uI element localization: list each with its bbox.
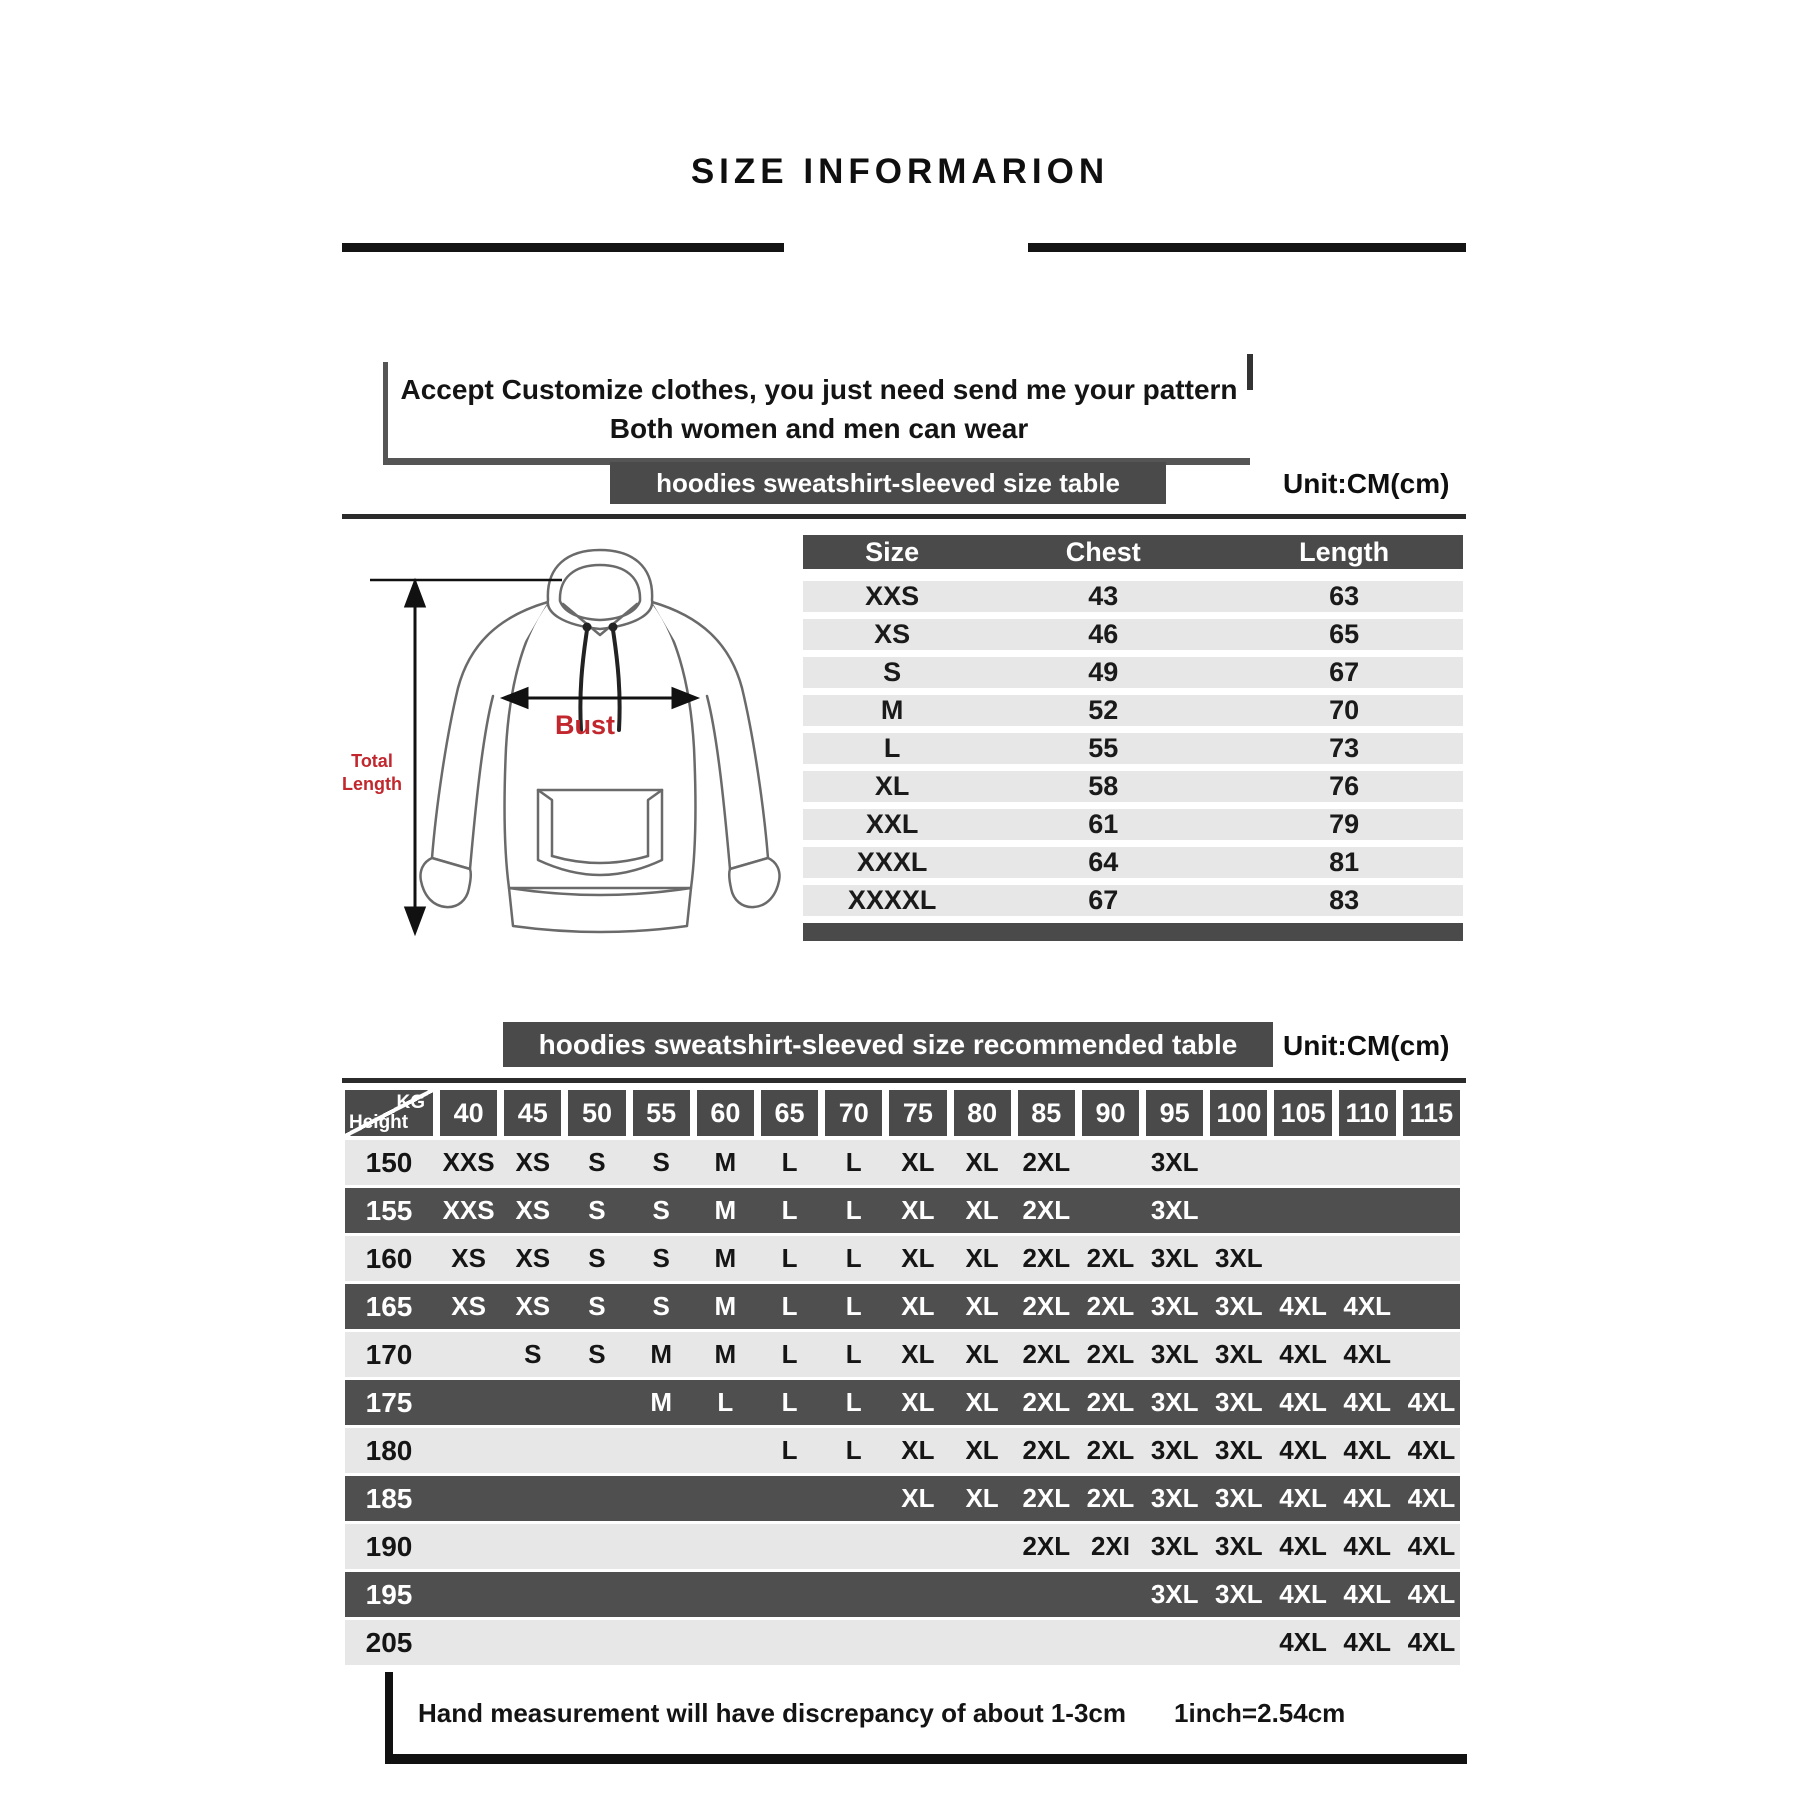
length-value: 65 xyxy=(1329,619,1360,649)
size-recommendation: 2XL xyxy=(1022,1291,1071,1321)
weight-header-cell: 45 xyxy=(504,1090,561,1136)
size-recommendation: 4XL xyxy=(1407,1579,1456,1609)
weight-header-cell: 40 xyxy=(440,1090,497,1136)
weight-header-cell: 115 xyxy=(1403,1090,1460,1136)
size-recommendation: XS xyxy=(451,1243,486,1273)
size-recommendation: XL xyxy=(965,1147,999,1177)
size-table-row xyxy=(803,733,1463,764)
matrix-row xyxy=(345,1236,1460,1281)
size-recommendation: XXS xyxy=(442,1147,495,1177)
height-label: 185 xyxy=(365,1482,413,1514)
size-value: XL xyxy=(874,771,910,801)
length-value: 63 xyxy=(1329,581,1360,611)
size-recommendation: 4XL xyxy=(1343,1435,1392,1465)
size-recommendation: 4XL xyxy=(1279,1435,1327,1465)
size-table-header xyxy=(803,535,1463,569)
size-recommendation: 3XL xyxy=(1215,1483,1263,1513)
size-recommendation: 3XL xyxy=(1150,1291,1199,1321)
height-label: 195 xyxy=(365,1578,413,1610)
size-recommendation: 4XL xyxy=(1343,1339,1392,1369)
size-recommendation: L xyxy=(781,1339,798,1369)
size-value: M xyxy=(880,695,904,725)
note-corner-tick xyxy=(1247,354,1253,390)
size-recommendation: XL xyxy=(901,1243,935,1273)
matrix-row xyxy=(345,1284,1460,1329)
size-recommendation: M xyxy=(650,1339,672,1369)
chest-value: 55 xyxy=(1088,733,1119,763)
size-recommendation: S xyxy=(588,1291,606,1321)
matrix-row xyxy=(345,1428,1460,1473)
size-recommendation: L xyxy=(781,1435,798,1465)
size-table-row xyxy=(803,885,1463,916)
size-recommendation: 3XL xyxy=(1215,1387,1263,1417)
size-recommendation: XL xyxy=(901,1291,935,1321)
chest-value: 58 xyxy=(1088,771,1119,801)
size-table-row xyxy=(803,581,1463,612)
size-recommendation: 3XL xyxy=(1150,1195,1199,1225)
title-divider-right xyxy=(1028,243,1466,252)
size-recommendation: XL xyxy=(965,1483,999,1513)
size-recommendation: XL xyxy=(901,1387,935,1417)
customize-note-box xyxy=(383,362,1250,465)
size-recommendation: 3XL xyxy=(1215,1435,1263,1465)
matrix-row xyxy=(345,1524,1460,1569)
matrix-rows xyxy=(345,1140,1460,1665)
size-recommendation: 2XL xyxy=(1086,1387,1135,1417)
divider-rule-bottom xyxy=(342,1078,1466,1083)
size-table xyxy=(803,535,1463,941)
size-value: XXXL xyxy=(856,847,928,877)
size-recommendation: XL xyxy=(965,1195,999,1225)
customize-note-line1: Accept Customize clothes, you just need send me your pattern xyxy=(400,374,1238,405)
height-label: 190 xyxy=(365,1530,413,1562)
size-recommendation: XL xyxy=(965,1387,999,1417)
length-value: 73 xyxy=(1329,733,1360,763)
size-recommendation: 3XL xyxy=(1215,1531,1263,1561)
kg-label: KG xyxy=(396,1092,425,1113)
size-recommendation: M xyxy=(714,1195,737,1225)
length-value: 81 xyxy=(1329,847,1360,877)
chest-column-header: Chest xyxy=(1065,537,1141,567)
total-length-label xyxy=(330,750,414,796)
size-recommendation: 4XL xyxy=(1343,1627,1392,1657)
weight-header-cell: 105 xyxy=(1274,1090,1331,1136)
size-recommendation: L xyxy=(845,1195,862,1225)
recommended-table-unit: Unit:CM(cm) xyxy=(1283,1030,1450,1061)
weight-header-cell: 110 xyxy=(1339,1090,1396,1136)
matrix-row xyxy=(345,1572,1460,1617)
size-table-footer-bar xyxy=(803,923,1463,941)
inch-conversion: 1inch=2.54cm xyxy=(1174,1697,1346,1728)
matrix-row xyxy=(345,1476,1460,1521)
weight-header-cell: 75 xyxy=(889,1090,946,1136)
size-recommendation: L xyxy=(845,1291,862,1321)
size-recommendation: M xyxy=(650,1387,672,1417)
size-recommendation: 2XL xyxy=(1086,1435,1135,1465)
size-recommendation: L xyxy=(781,1387,798,1417)
weight-header-cell: 90 xyxy=(1082,1090,1139,1136)
size-recommendation: 4XL xyxy=(1279,1627,1327,1657)
hoodie-measurement-figure xyxy=(330,538,800,963)
size-recommendation: 2XL xyxy=(1022,1147,1071,1177)
divider-rule-top xyxy=(342,514,1466,519)
footer-note-box xyxy=(385,1672,1467,1764)
size-recommendation: 2XL xyxy=(1022,1195,1071,1225)
size-recommendation: S xyxy=(524,1339,542,1369)
size-recommendation: 3XL xyxy=(1215,1243,1263,1273)
size-recommendation: L xyxy=(845,1243,862,1273)
size-recommendation: 4XL xyxy=(1407,1483,1456,1513)
chest-value: 64 xyxy=(1088,847,1119,877)
height-label: 165 xyxy=(365,1290,413,1322)
weight-header-cell: 55 xyxy=(633,1090,690,1136)
matrix-row xyxy=(345,1188,1460,1233)
size-recommendation: S xyxy=(588,1147,606,1177)
height-label: 170 xyxy=(365,1338,413,1370)
length-column-header: Length xyxy=(1299,537,1390,567)
height-label: 205 xyxy=(365,1626,413,1658)
size-recommendation: 2XL xyxy=(1022,1483,1071,1513)
size-value: XXL xyxy=(865,809,919,839)
size-table-rows xyxy=(803,581,1463,916)
size-recommendation: XL xyxy=(901,1195,935,1225)
size-recommendation: S xyxy=(588,1195,606,1225)
height-label: 175 xyxy=(365,1386,413,1418)
size-recommendation: 4XL xyxy=(1407,1435,1456,1465)
size-recommendation: 2XI xyxy=(1090,1531,1130,1561)
size-value: XXS xyxy=(865,581,920,611)
length-value: 76 xyxy=(1329,771,1360,801)
size-recommendation: 2XL xyxy=(1086,1483,1135,1513)
kg-height-corner-cell xyxy=(345,1090,433,1136)
chest-value: 67 xyxy=(1088,885,1119,915)
size-recommendation: S xyxy=(652,1195,670,1225)
size-recommendation: 3XL xyxy=(1150,1579,1199,1609)
matrix-row xyxy=(345,1332,1460,1377)
chest-value: 43 xyxy=(1088,581,1119,611)
size-table-row xyxy=(803,809,1463,840)
size-recommendation: 4XL xyxy=(1279,1291,1327,1321)
weight-header-cell: 70 xyxy=(825,1090,882,1136)
size-recommendation: XL xyxy=(901,1339,935,1369)
size-recommendation: XL xyxy=(901,1147,935,1177)
size-recommendation: XS xyxy=(515,1147,551,1177)
size-recommendation: 2XL xyxy=(1086,1291,1135,1321)
size-recommendation: XL xyxy=(965,1435,999,1465)
size-recommendation: L xyxy=(717,1387,734,1417)
size-recommendation: 4XL xyxy=(1279,1339,1327,1369)
size-table-banner: hoodies sweatshirt-sleeved size table xyxy=(610,462,1166,504)
size-recommendation: M xyxy=(714,1243,737,1273)
size-recommendation: L xyxy=(781,1243,798,1273)
weight-header-cell: 85 xyxy=(1018,1090,1075,1136)
size-recommendation: XL xyxy=(901,1435,935,1465)
size-recommendation: 3XL xyxy=(1150,1339,1199,1369)
size-recommendation: 3XL xyxy=(1150,1243,1199,1273)
height-label: 150 xyxy=(365,1146,413,1178)
size-recommendation: 4XL xyxy=(1407,1387,1456,1417)
size-table-row xyxy=(803,771,1463,802)
size-recommendation: 4XL xyxy=(1343,1291,1392,1321)
size-recommendation: 3XL xyxy=(1150,1435,1199,1465)
size-recommendation: 4XL xyxy=(1279,1483,1327,1513)
size-recommendation: XS xyxy=(515,1195,551,1225)
size-recommendation: M xyxy=(714,1339,737,1369)
size-recommendation: M xyxy=(714,1291,737,1321)
size-recommendation: 3XL xyxy=(1150,1147,1199,1177)
size-recommendation: 2XL xyxy=(1022,1387,1071,1417)
size-table-unit: Unit:CM(cm) xyxy=(1283,468,1450,499)
length-value: 79 xyxy=(1329,809,1360,839)
size-recommendation: 2XL xyxy=(1086,1243,1135,1273)
size-recommendation: 4XL xyxy=(1343,1531,1392,1561)
size-recommendation: 4XL xyxy=(1407,1627,1456,1657)
size-table-row xyxy=(803,657,1463,688)
size-recommendation: S xyxy=(652,1243,670,1273)
weight-header-cell: 80 xyxy=(954,1090,1011,1136)
chest-value: 49 xyxy=(1088,657,1119,687)
size-recommendation: XS xyxy=(451,1291,486,1321)
size-recommendation: XL xyxy=(965,1291,999,1321)
size-column-header: Size xyxy=(865,537,920,567)
size-recommendation: 3XL xyxy=(1150,1387,1199,1417)
size-recommendation: L xyxy=(845,1147,862,1177)
chest-value: 46 xyxy=(1088,619,1119,649)
size-recommendation: M xyxy=(714,1147,737,1177)
size-recommendation: S xyxy=(652,1291,670,1321)
size-recommendation: S xyxy=(588,1243,606,1273)
size-recommendation: L xyxy=(781,1291,798,1321)
size-recommendation: 4XL xyxy=(1343,1579,1392,1609)
hoodie-outline xyxy=(420,593,779,932)
size-recommendation: 3XL xyxy=(1215,1291,1263,1321)
size-recommendation: S xyxy=(588,1339,606,1369)
weight-header-cell: 60 xyxy=(697,1090,754,1136)
size-recommendation: 2XL xyxy=(1022,1339,1071,1369)
size-recommendation: L xyxy=(845,1387,862,1417)
size-recommendation: 4XL xyxy=(1407,1531,1456,1561)
size-recommendation: XL xyxy=(901,1483,935,1513)
length-value: 67 xyxy=(1329,657,1360,687)
title-divider-left xyxy=(342,243,784,252)
height-corner-label: Height xyxy=(349,1112,409,1133)
size-value: XS xyxy=(874,619,911,649)
size-recommendation-matrix xyxy=(345,1090,1460,1668)
total-length-line2: Length xyxy=(342,774,402,794)
size-value: XXXXL xyxy=(847,885,937,915)
size-recommendation: 2XL xyxy=(1022,1435,1071,1465)
measurement-note: Hand measurement will have discrepancy of about 1-3cm xyxy=(418,1697,1127,1728)
bust-label: Bust xyxy=(555,710,615,740)
size-recommendation: XS xyxy=(515,1243,551,1273)
size-recommendation: S xyxy=(652,1147,670,1177)
size-recommendation: XL xyxy=(965,1339,999,1369)
size-table-row xyxy=(803,619,1463,650)
size-recommendation: 3XL xyxy=(1150,1483,1199,1513)
size-recommendation: XXS xyxy=(442,1195,495,1225)
length-value: 83 xyxy=(1329,885,1360,915)
weight-header-cell: 50 xyxy=(568,1090,625,1136)
size-recommendation: 4XL xyxy=(1279,1579,1327,1609)
size-recommendation: 2XL xyxy=(1022,1243,1071,1273)
size-recommendation: 4XL xyxy=(1279,1531,1327,1561)
size-recommendation: 2XL xyxy=(1086,1339,1135,1369)
height-label: 180 xyxy=(365,1434,413,1466)
size-recommendation: 4XL xyxy=(1343,1387,1392,1417)
size-recommendation: L xyxy=(781,1195,798,1225)
page-title: SIZE INFORMARION xyxy=(690,152,1110,191)
size-recommendation: 4XL xyxy=(1343,1483,1392,1513)
size-recommendation: 3XL xyxy=(1215,1579,1263,1609)
customize-note-line2: Both women and men can wear xyxy=(609,413,1029,444)
total-length-line1: Total xyxy=(351,751,393,771)
height-label: 155 xyxy=(365,1194,413,1226)
size-recommendation: 2XL xyxy=(1022,1531,1071,1561)
size-recommendation: XL xyxy=(965,1243,999,1273)
size-recommendation: L xyxy=(781,1147,798,1177)
chest-value: 61 xyxy=(1088,809,1119,839)
matrix-header-row xyxy=(345,1090,1460,1136)
size-value: S xyxy=(883,657,902,687)
size-recommendation: L xyxy=(845,1435,862,1465)
chest-value: 52 xyxy=(1088,695,1119,725)
length-value: 70 xyxy=(1329,695,1360,725)
height-label: 160 xyxy=(365,1242,413,1274)
weight-header-cell: 100 xyxy=(1210,1090,1267,1136)
size-recommendation: 4XL xyxy=(1279,1387,1327,1417)
size-table-row xyxy=(803,847,1463,878)
size-recommendation: 3XL xyxy=(1215,1339,1263,1369)
matrix-row xyxy=(345,1620,1460,1665)
size-recommendation: XS xyxy=(515,1291,551,1321)
matrix-row xyxy=(345,1140,1460,1185)
weight-header-cell: 65 xyxy=(761,1090,818,1136)
size-recommendation: 3XL xyxy=(1150,1531,1199,1561)
matrix-row xyxy=(345,1380,1460,1425)
size-recommendation: L xyxy=(845,1339,862,1369)
weight-header-cell: 95 xyxy=(1146,1090,1203,1136)
recommended-table-banner: hoodies sweatshirt-sleeved size recommended table xyxy=(503,1022,1273,1067)
size-table-row xyxy=(803,695,1463,726)
size-value: L xyxy=(883,733,901,763)
